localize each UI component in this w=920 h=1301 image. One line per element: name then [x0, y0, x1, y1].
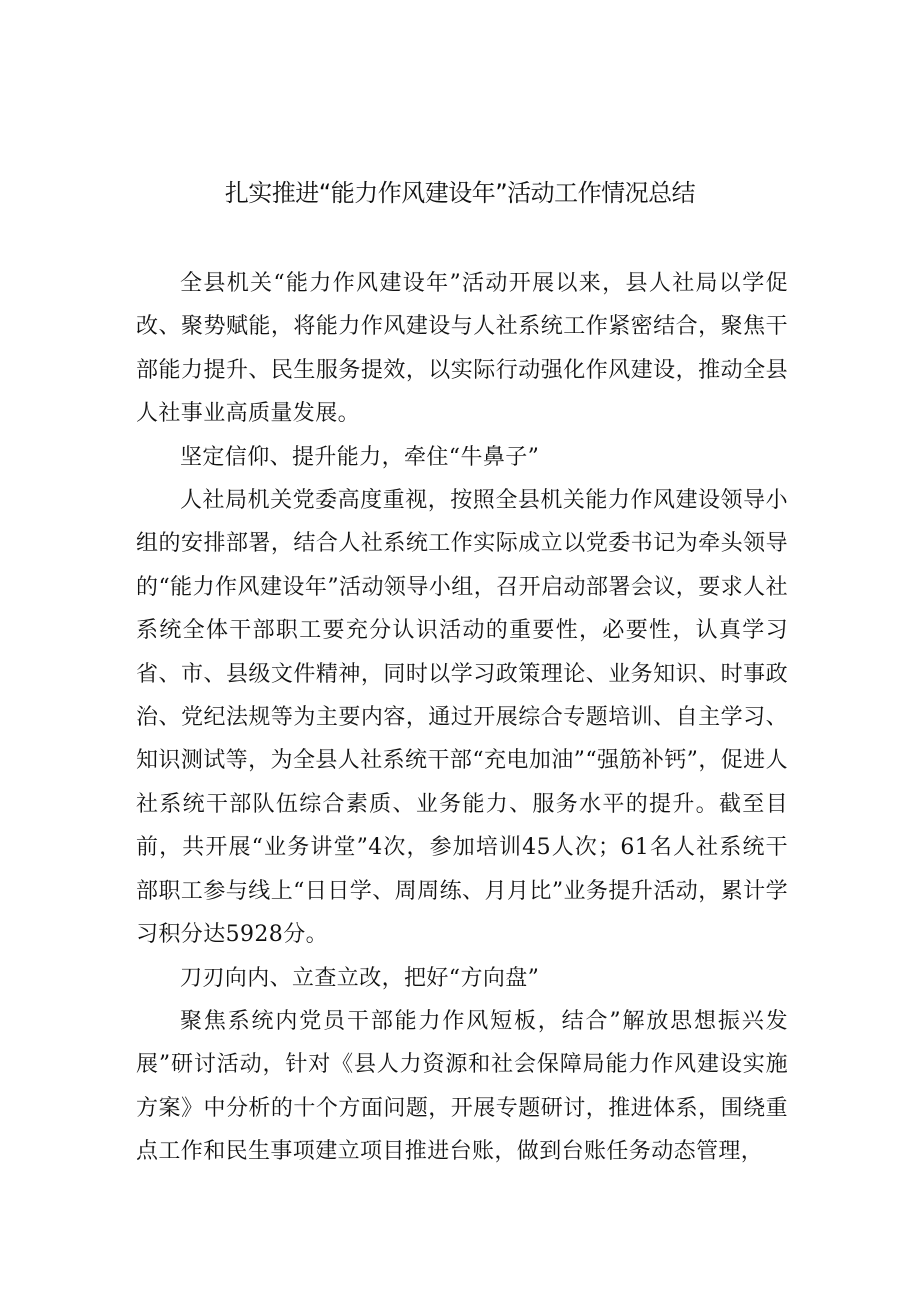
section-heading-2: 刀刃向内、立查立改，把好“方向盘”: [180, 965, 540, 991]
document-title: 扎实推进“能力作风建设年”活动工作情况总结: [224, 179, 696, 207]
document-body: [136, 262, 788, 1174]
section-2-paragraph: 聚焦系统内党员干部能力作风短板，结合”解放思想振兴发展”研讨活动，针对《县人力资源和社会保障局能力作风建设实施方案》中分析的十个方面问题，开展专题研讨，推进体系，围绕重点工作和民生事项建立项目推进台账，做到台账任务动态管理，: [136, 1008, 788, 1165]
section-heading-1: 坚定信仰、提升能力，牵住“牛鼻子”: [180, 444, 540, 470]
intro-paragraph: 全县机关“能力作风建设年”活动开展以来，县人社局以学促改、聚势赋能，将能力作风建设与人社系统工作紧密结合，聚焦干部能力提升、民生服务提效，以实际行动强化作风建设，推动全县人社事业高质量发展。: [136, 271, 788, 427]
section-1-paragraph: 人社局机关党委高度重视，按照全县机关能力作风建设领导小组的安排部署，结合人社系统工作实际成立以党委书记为牵头领导的“能力作风建设年”活动领导小组，召开启动部署会议，要求人社系统全体干部职工要充分认识活动的重要性，必要性，认真学习省、市、县级文件精神，同时以学习政策理论、业务知识、时事政治、党纪法规等为主要内容，通过开展综合专题培训、自主学习、知识测试等，为全县人社系统干部“充电加油”“强筋补钙”，促进人社系统干部队伍综合素质、业务能力、服务水平的提升。截至目前，共开展“业务讲堂”4次，参加培训45人次；61名人社系统干部职工参与线上“日日学、周周练、月月比”业务提升活动，累计学习积分达5928分。: [136, 488, 788, 948]
